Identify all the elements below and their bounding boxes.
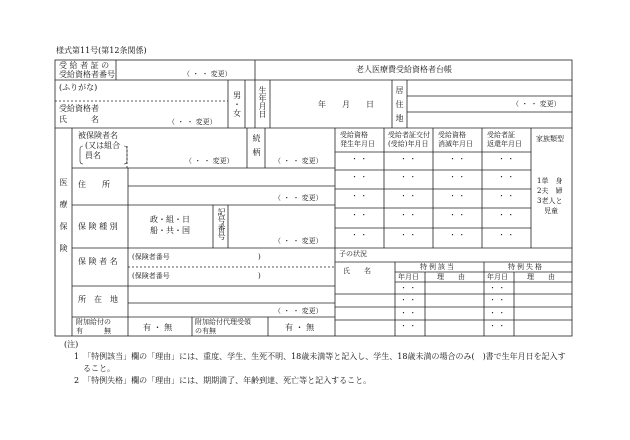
medical-insurance-label: 医療保険 <box>59 178 68 266</box>
insurer-name-label: 保 険 者 名 <box>78 257 118 266</box>
history-header-5: 家族類型 <box>536 135 564 143</box>
special-lost-label: 特例失格 <box>508 263 544 271</box>
history-date-cell: ・ ・ <box>498 173 515 181</box>
history-header-3-line2: 消滅年月日 <box>438 140 473 148</box>
history-date-cell: ・ ・ <box>449 155 466 163</box>
history-header-4-line2: 返還年月日 <box>487 140 522 148</box>
history-date-cell: ・ ・ <box>498 155 515 163</box>
notes-head: (注) <box>64 340 79 349</box>
history-header-2-line1: 受給者証交付 <box>388 131 430 139</box>
children-date-cell: ・ ・ <box>489 296 506 304</box>
history-date-cell: ・ ・ <box>351 173 368 181</box>
family-type-1: 1単 身 <box>537 177 563 185</box>
note-1-line1: 1 「特例該当」欄の「理由」には、重度、学生、生死不明、18歳未満等と記入し、学生、18歳未満の場合のみ( )書で生年月日を記入す <box>74 352 566 361</box>
sex-dot: ・ <box>233 100 241 109</box>
special-applicable-label: 特例該当 <box>420 263 456 271</box>
insured-address-change: （ ・ ・ 変更） <box>274 194 323 202</box>
additional-pay-label-line1: 附加給付の <box>76 318 111 326</box>
insurer-number-2: (保険者番号 <box>132 272 170 280</box>
additional-pay-value: 有 ・ 無 <box>143 323 173 332</box>
history-date-cell: ・ ・ <box>449 173 466 181</box>
history-date-cell: ・ ・ <box>400 231 417 239</box>
additional-proxy-label-line1: 附加給付代理受領 <box>195 318 251 326</box>
children-date-cell: ・ ・ <box>400 284 417 292</box>
history-date-cell: ・ ・ <box>400 192 417 200</box>
form-number: 様式第11号(第12条関係) <box>56 46 147 55</box>
insured-address-label: 住 所 <box>78 180 110 189</box>
children-date-cell: ・ ・ <box>489 322 506 330</box>
history-date-cell: ・ ・ <box>498 192 515 200</box>
history-date-cell: ・ ・ <box>351 155 368 163</box>
history-header-2-line2: (受給)年月日 <box>388 140 429 148</box>
address-change: （ ・ ・ 変更） <box>512 100 561 108</box>
relation-change: （ ・ ・ 変更） <box>274 157 323 165</box>
family-type-3: 3老人と <box>537 197 563 205</box>
name-label-line2: 氏 名 <box>59 115 99 124</box>
history-date-cell: ・ ・ <box>400 173 417 181</box>
children-date-cell: ・ ・ <box>400 309 417 317</box>
ledger-title: 老人医療費受給資格者台帳 <box>356 65 452 74</box>
applicable-reason-label: 理 由 <box>437 273 465 281</box>
insurance-type-options-line1: 政・組・日 <box>150 215 190 224</box>
sex-male: 男 <box>233 91 241 100</box>
history-date-cell: ・ ・ <box>498 231 515 239</box>
lost-date-label: 年月日 <box>487 273 508 281</box>
history-date-cell: ・ ・ <box>400 211 417 219</box>
note-2: 2 「特例失格」欄の「理由」には、期期満了、年齢到達、死亡等と記入すること。 <box>74 376 372 385</box>
insurer-number-1-close: ) <box>258 253 261 261</box>
furigana-label: (ふりがな) <box>59 83 98 92</box>
history-date-cell: ・ ・ <box>351 211 368 219</box>
insured-label-line3: 員名 <box>85 151 101 160</box>
family-type-4: 児童 <box>537 207 558 215</box>
insured-change: （ ・ ・ 変更） <box>185 157 234 165</box>
applicable-date-label: 年月日 <box>398 273 419 281</box>
insurer-number-1: (保険者番号 <box>132 253 170 261</box>
location-label: 所 在 地 <box>78 295 118 304</box>
insurance-type-options-line2: 船・共・国 <box>150 226 190 235</box>
birth-value: 年 月 日 <box>318 100 374 109</box>
birth-label: 生年月日 <box>258 86 267 118</box>
insured-label-line2: (又は組合 <box>85 141 121 150</box>
children-date-cell: ・ ・ <box>400 322 417 330</box>
cert-number-change: （ ・ ・ 変更） <box>183 70 232 78</box>
address-label: 居住地 <box>395 86 404 128</box>
lost-reason-label: 理 由 <box>527 273 555 281</box>
insured-label-line1: 被保険者名 <box>78 131 118 140</box>
location-change: （ ・ ・ 変更） <box>274 307 323 315</box>
history-date-cell: ・ ・ <box>400 155 417 163</box>
sex-female: 女 <box>233 109 241 118</box>
cert-number-label-line1: 受 給 者 証 の <box>59 61 110 70</box>
history-header-1-line2: 発生年月日 <box>340 140 375 148</box>
children-status-title: 子の状況 <box>339 250 367 258</box>
history-header-1-line1: 受給資格 <box>340 131 368 139</box>
insurer-number-2-close: ) <box>258 272 261 280</box>
history-header-4-line1: 受給者証 <box>487 131 515 139</box>
history-date-cell: ・ ・ <box>498 211 515 219</box>
children-name-label: 氏 名 <box>343 267 371 275</box>
cert-number-label-line2: 受給資格者番号 <box>59 70 115 79</box>
insurance-type-label: 保 険 種 別 <box>78 222 118 231</box>
history-date-cell: ・ ・ <box>449 231 466 239</box>
history-date-cell: ・ ・ <box>351 192 368 200</box>
children-date-cell: ・ ・ <box>489 309 506 317</box>
relation-label: 続柄 <box>252 134 261 162</box>
history-date-cell: ・ ・ <box>351 231 368 239</box>
additional-proxy-label-line2: の有無 <box>195 327 216 335</box>
history-date-cell: ・ ・ <box>449 211 466 219</box>
children-date-cell: ・ ・ <box>400 296 417 304</box>
children-date-cell: ・ ・ <box>489 284 506 292</box>
additional-proxy-value: 有 ・ 無 <box>285 323 315 332</box>
additional-pay-label-line2: 有 無 <box>76 327 111 335</box>
note-1-line2: ること。 <box>83 364 115 373</box>
symbol-number-label: 記号番号 <box>217 208 226 240</box>
symbol-number-change: （ ・ ・ 変更） <box>274 237 323 245</box>
history-header-3-line1: 受給資格 <box>438 131 466 139</box>
name-change: （ ・ ・ 変更） <box>168 118 217 126</box>
name-label-line1: 受給資格者 <box>59 104 99 113</box>
history-date-cell: ・ ・ <box>449 192 466 200</box>
family-type-2: 2夫 婦 <box>537 187 563 195</box>
